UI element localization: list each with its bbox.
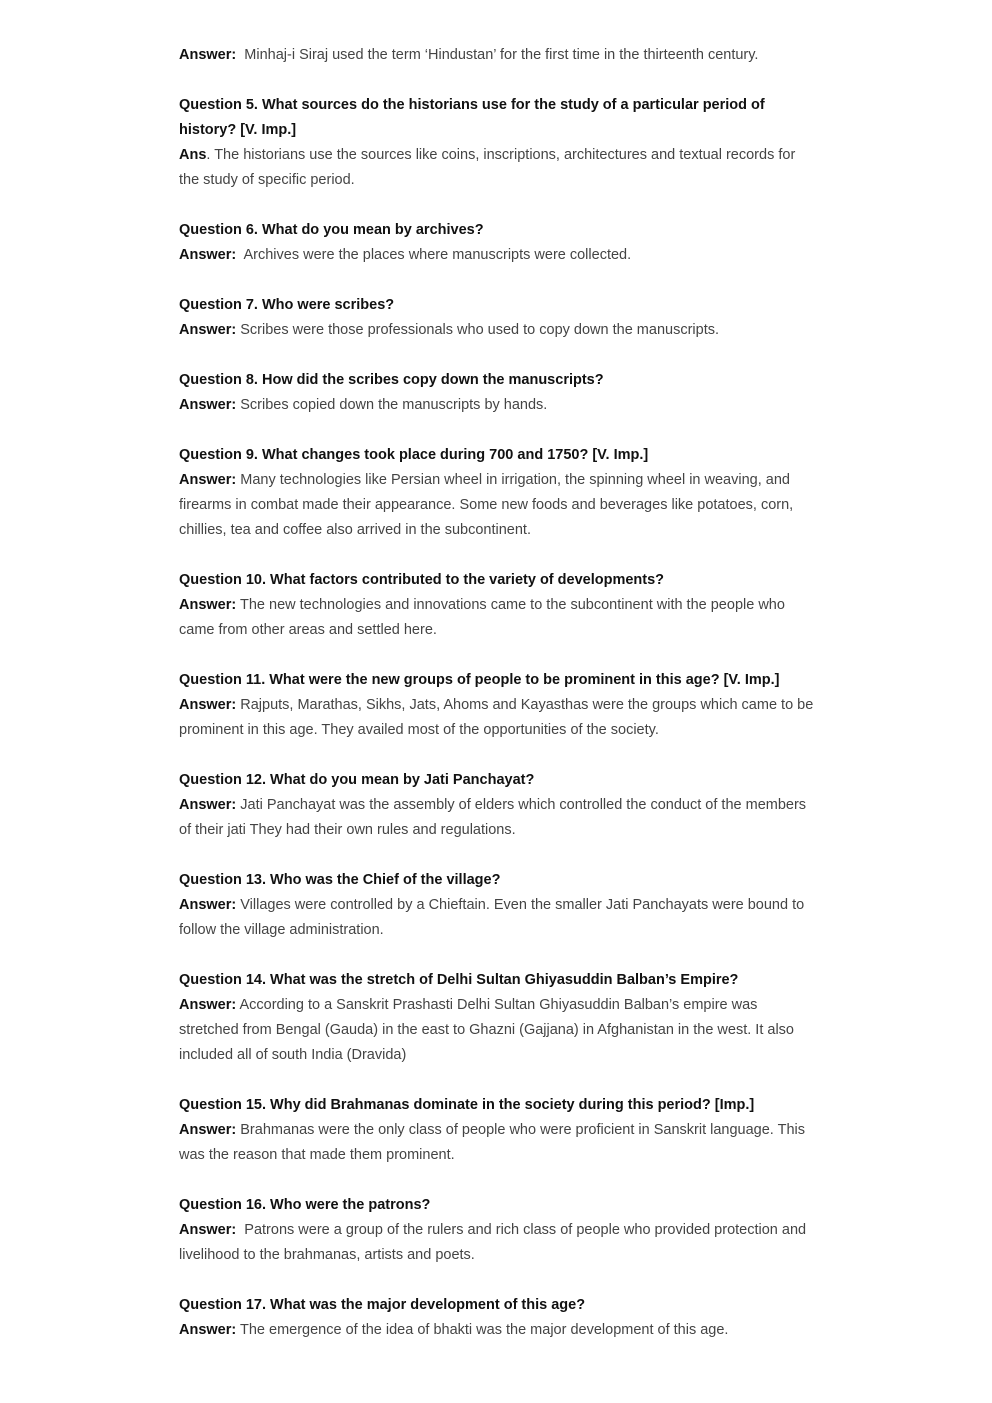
answer-label: Answer: [179, 697, 237, 713]
qa-item-13 [179, 868, 819, 943]
answer [179, 893, 819, 943]
answer-label: Answer: [179, 597, 237, 613]
question: Question 7. Who were scribes? [179, 297, 395, 313]
answer [179, 593, 819, 643]
answer-text: Archives were the places where manuscripts were collected. [243, 247, 632, 263]
answer [179, 993, 819, 1068]
answer-label: Answer: [179, 397, 237, 413]
question: Question 17. What was the major development of this age? [179, 1297, 586, 1313]
question: Question 11. What were the new groups of people to be prominent in this age? [V. Imp.] [179, 672, 780, 688]
answer-text: According to a Sanskrit Prashasti Delhi Sultan Ghiyasuddin Balban’s empire was stretched from Bengal (Gauda) in the east to Ghazni (Gajjana) in Afghanistan in the west. It also included all of south India (Dravida) [179, 997, 794, 1063]
answer [179, 318, 819, 343]
answer-label: Answer: [179, 247, 237, 263]
answer [179, 393, 819, 418]
answer [179, 793, 819, 843]
answer-text: Scribes copied down the manuscripts by hands. [240, 397, 548, 413]
answer-text: The new technologies and innovations came to the subcontinent with the people who came from other areas and settled here. [179, 597, 785, 638]
answer [179, 1318, 819, 1343]
document-page [179, 43, 819, 1368]
answer-label: Answer: [179, 322, 237, 338]
qa-item-14 [179, 968, 819, 1068]
answer-text: Villages were controlled by a Chieftain. Even the smaller Jati Panchayats were bound to follow the village administration. [179, 897, 805, 938]
answer [179, 1218, 819, 1268]
question: Question 15. Why did Brahmanas dominate in the society during this period? [Imp.] [179, 1097, 755, 1113]
question: Question 5. What sources do the historians use for the study of a particular period of history? [V. Imp.] [179, 97, 765, 138]
qa-item-17 [179, 1293, 819, 1343]
qa-item-11 [179, 668, 819, 743]
answer-text: The emergence of the idea of bhakti was the major development of this age. [240, 1322, 729, 1338]
answer-label: Answer: [179, 797, 237, 813]
question: Question 13. Who was the Chief of the village? [179, 872, 501, 888]
question: Question 8. How did the scribes copy down the manuscripts? [179, 372, 604, 388]
answer-label: Answer: [179, 1122, 237, 1138]
answer-label: Ans [179, 147, 207, 163]
question: Question 6. What do you mean by archives? [179, 222, 484, 238]
qa-item-16 [179, 1193, 819, 1268]
qa-item-15 [179, 1093, 819, 1168]
qa-item-4 [179, 43, 819, 68]
question: Question 10. What factors contributed to the variety of developments? [179, 572, 665, 588]
answer [179, 243, 819, 268]
answer-text: Rajputs, Marathas, Sikhs, Jats, Ahoms and Kayasthas were the groups which came to be prominent in this age. They availed most of the opportunities of the society. [179, 697, 814, 738]
answer [179, 43, 819, 68]
question: Question 12. What do you mean by Jati Panchayat? [179, 772, 535, 788]
qa-item-7 [179, 293, 819, 343]
answer-text: Patrons were a group of the rulers and rich class of people who provided protection and livelihood to the brahmanas, artists and poets. [179, 1222, 807, 1263]
qa-item-12 [179, 768, 819, 843]
answer-text: Brahmanas were the only class of people who were proficient in Sanskrit language. This was the reason that made them prominent. [179, 1122, 805, 1163]
qa-item-10 [179, 568, 819, 643]
answer-label: Answer: [179, 472, 237, 488]
answer-label: Answer: [179, 997, 237, 1013]
answer-text: Minhaj-i Siraj used the term ‘Hindustan’ for the first time in the thirteenth century. [244, 47, 759, 63]
answer-label: Answer: [179, 47, 237, 63]
answer [179, 1118, 819, 1168]
answer [179, 143, 819, 193]
answer-text: Many technologies like Persian wheel in irrigation, the spinning wheel in weaving, and firearms in combat made their appearance. Some new foods and beverages like potatoes, corn, chillies, tea and coffee also arrived in the subcontinent. [179, 472, 794, 538]
qa-item-9 [179, 443, 819, 543]
answer-label: Answer: [179, 897, 237, 913]
answer [179, 468, 819, 543]
question: Question 9. What changes took place during 700 and 1750? [V. Imp.] [179, 447, 649, 463]
answer-text: Scribes were those professionals who used to copy down the manuscripts. [240, 322, 719, 338]
answer-label: Answer: [179, 1322, 237, 1338]
qa-item-8 [179, 368, 819, 418]
answer-label: Answer: [179, 1222, 237, 1238]
question: Question 14. What was the stretch of Delhi Sultan Ghiyasuddin Balban’s Empire? [179, 972, 739, 988]
qa-item-5 [179, 93, 819, 193]
answer-text: Jati Panchayat was the assembly of elders which controlled the conduct of the members of their jati They had their own rules and regulations. [179, 797, 807, 838]
qa-item-6 [179, 218, 819, 268]
answer-text: . The historians use the sources like coins, inscriptions, architectures and textual records for the study of specific period. [179, 147, 796, 188]
answer [179, 693, 819, 743]
question: Question 16. Who were the patrons? [179, 1197, 431, 1213]
